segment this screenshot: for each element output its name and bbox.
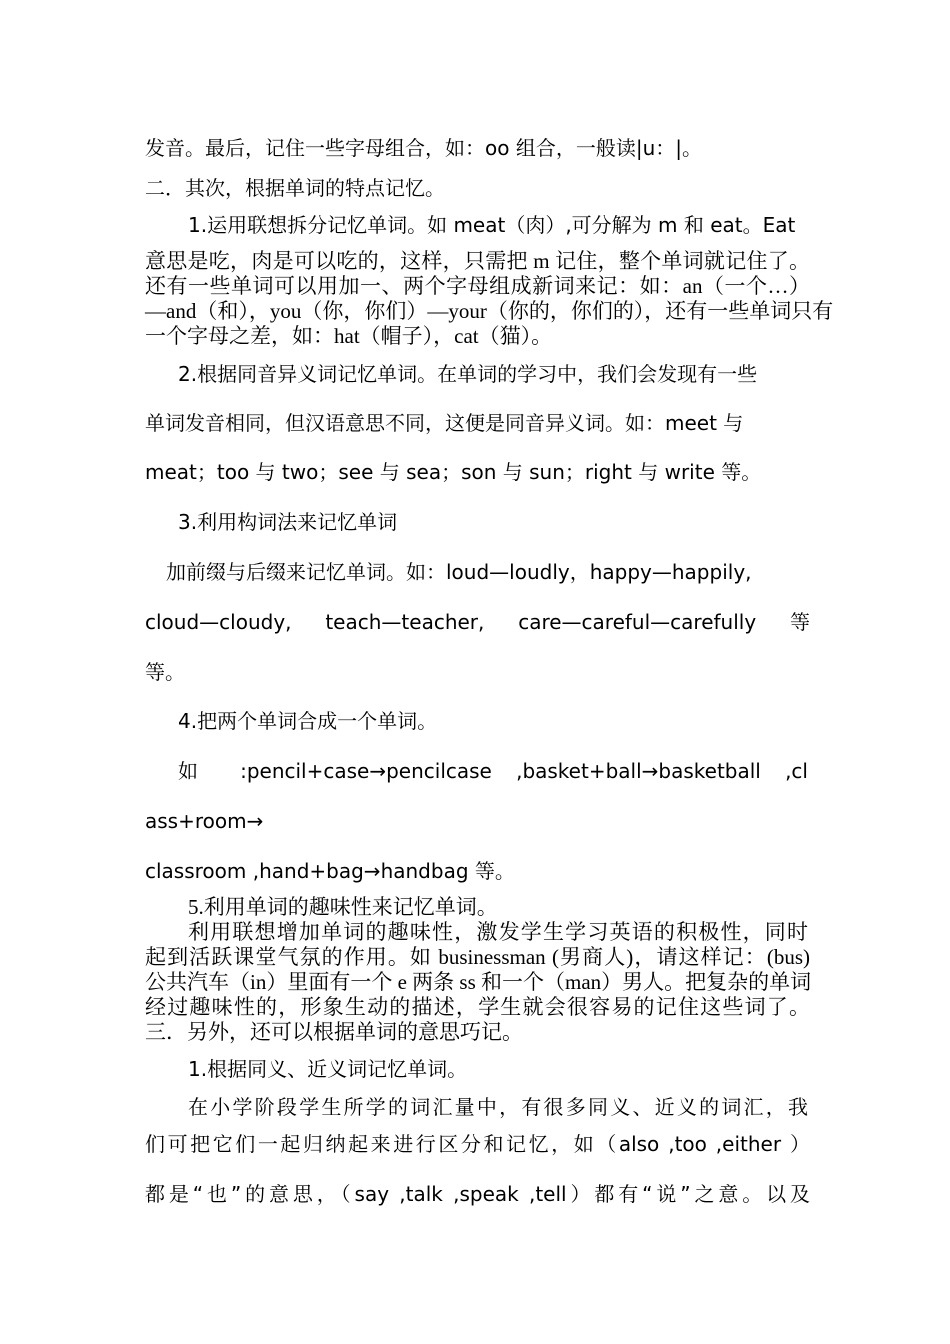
paragraph-heading: 5.利用单词的趣味性来记忆单词。 [188, 895, 498, 919]
text-line: meat；too 与 two；see 与 sea；son 与 sun；right 与 write 等。 [145, 460, 762, 484]
text-line: cloud—cloudy, teach—teacher, care—careful—carefully 等 [145, 610, 810, 634]
text-line: 加前缀与后缀来记忆单词。如：loud—loudly，happy—happily, [166, 560, 752, 584]
section-heading: 三．另外，还可以根据单词的意思巧记。 [145, 1020, 523, 1044]
paragraph-heading: 3.利用构词法来记忆单词 [178, 510, 398, 534]
text-line: 利用联想增加单词的趣味性，激发学生学习英语的积极性，同时 [188, 920, 808, 944]
text-line: 等。 [145, 660, 185, 684]
text-line: 发音。最后，记住一些字母组合，如：oo 组合，一般读|u：|。 [145, 136, 702, 160]
paragraph-heading: 4.把两个单词合成一个单词。 [178, 709, 438, 733]
text-line: 们可把它们一起归纳起来进行区分和记忆，如（also ,too ,either ） [145, 1132, 810, 1156]
text-line: 如 :pencil+case→pencilcase ,basket+ball→basketball ,cl [178, 759, 808, 783]
text-line: 公共汽车（in）里面有一个 e 两条 ss 和一个（man）男人。把复杂的单词 [145, 970, 812, 994]
text-line: 都是“也”的意思，（say ,talk ,speak ,tell）都有“说”之意。以及 [145, 1182, 810, 1206]
paragraph-heading: 2.根据同音异义词记忆单词。在单词的学习中，我们会发现有一些 [178, 362, 758, 386]
paragraph-heading: 1.运用联想拆分记忆单词。如 meat（肉）,可分解为 m 和 eat。Eat [188, 213, 796, 237]
text-line: ass+room→ [145, 809, 264, 833]
text-line: 意思是吃，肉是可以吃的，这样，只需把 m 记住，整个单词就记住了。 [145, 249, 810, 273]
text-line: 在小学阶段学生所学的词汇量中，有很多同义、近义的词汇，我 [188, 1095, 808, 1119]
paragraph-heading: 1.根据同义、近义词记忆单词。 [188, 1057, 468, 1081]
text-line: —and（和），you（你，你们）—your（你的，你们的），还有一些单词只有 [145, 299, 834, 323]
text-line: 单词发音相同，但汉语意思不同，这便是同音异义词。如：meet 与 [145, 411, 744, 435]
text-line: classroom ,hand+bag→handbag 等。 [145, 859, 515, 883]
text-line: 还有一些单词可以用加一、两个字母组成新词来记：如：an（一个…） [145, 274, 810, 298]
section-heading: 二．其次，根据单词的特点记忆。 [145, 176, 445, 200]
text-line: 经过趣味性的，形象生动的描述，学生就会很容易的记住这些词了。 [145, 995, 810, 1019]
text-line: 一个字母之差，如：hat（帽子），cat（猫）。 [145, 324, 553, 348]
text-line: 起到活跃课堂气氛的作用。如 businessman (男商人)，请这样记：(bus) [145, 945, 810, 969]
